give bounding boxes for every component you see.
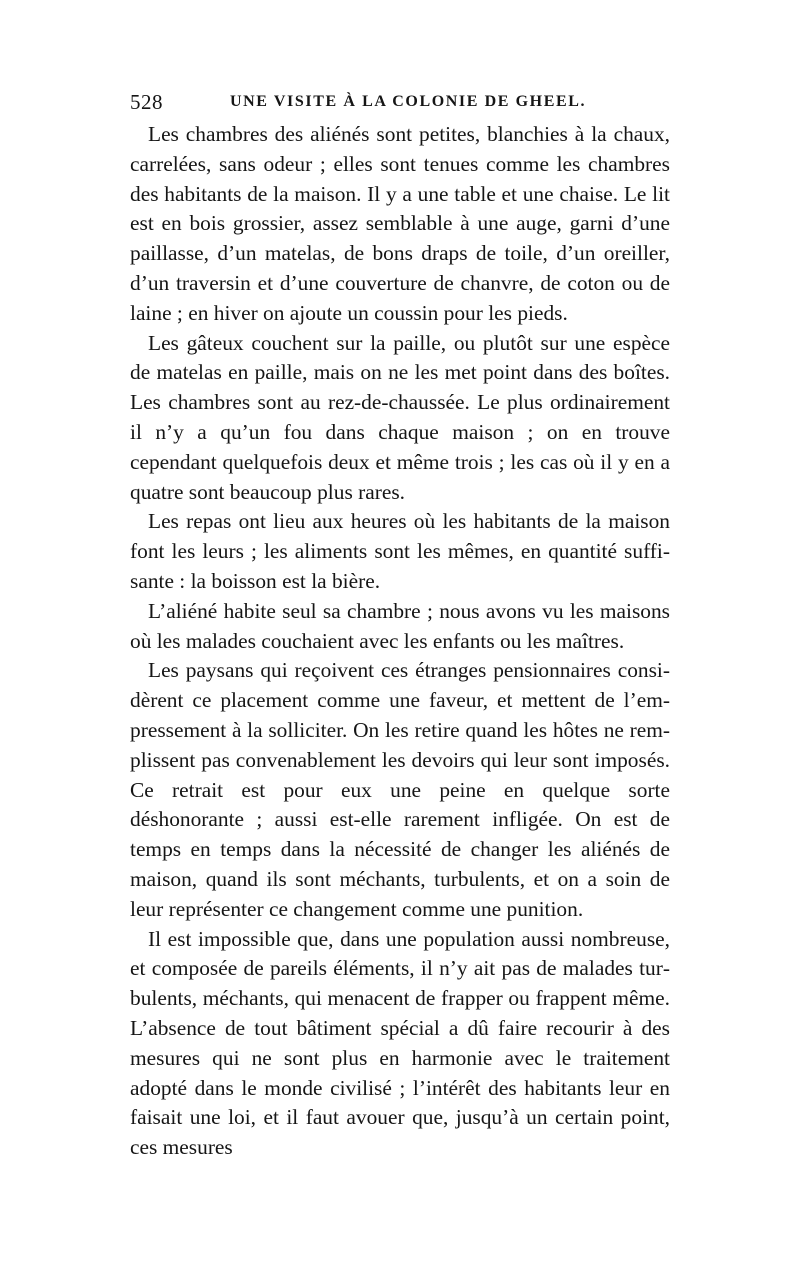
paragraph-peasants: Les paysans qui reçoivent ces étranges pensionnaires considèrent ce placement comme une faveur, et mettent de l’empressement à la solliciter. On les retire quand les hôtes ne remplissent pas convenablement les devoirs qui leur sont imposés. Ce retrait est pour eux une peine en quelque sorte déshonorante ; aussi est-elle rarement infligée. On est de temps en temps dans la nécessité de changer les aliénés de maison, quand ils sont méchants, turbulents, et on a soin de leur représenter ce changement comme une punition. — [130, 658, 670, 921]
paragraph-lodging: L’aliéné habite seul sa chambre ; nous avons vu les maisons où les malades couchaient avec les enfants ou les maîtres. — [130, 598, 670, 653]
paragraph-meals: Les repas ont lieu aux heures où les habitants de la maison font les leurs ; les aliments sont les mêmes, en quantité suffisante : la boisson est la bière. — [130, 509, 670, 593]
body-text — [130, 120, 670, 1163]
paragraph-turbulent-patients: Il est impossible que, dans une population aussi nombreuse, et composée de pareils éléments, il n’y ait pas de malades turbulents, méchants, qui menacent de frapper ou frappent même. L’absence de tout bâtiment spécial a dû faire recourir à des mesures qui ne sont plus en harmonie avec le traitement adopté dans le monde civilisé ; l’intérêt des habitants leur en faisait une loi, et il faut avouer que, jusqu’à un certain point, ces mesures — [130, 926, 670, 1160]
page-header — [130, 90, 670, 120]
running-title: UNE VISITE À LA COLONIE DE GHEEL. — [230, 93, 587, 110]
paragraph-bedding: Les gâteux couchent sur la paille, ou plutôt sur une espèce de matelas en paille, mais on ne les met point dans des boîtes. Les chambres sont au rez-de-chaussée. Le plus ordinairement il n’y a qu’un fou dans chaque maison ; on en trouve cependant quelquefois deux et même trois ; les cas où il y en a quatre sont beaucoup plus rares. — [130, 330, 670, 504]
book-page — [130, 90, 670, 1163]
page-number: 528 — [130, 90, 163, 114]
paragraph-rooms: Les chambres des aliénés sont petites, blanchies à la chaux, carrelées, sans odeur ; elles sont tenues comme les chambres des habitants de la maison. Il y a une table et une chaise. Le lit est en bois grossier, assez semblable à une auge, garni d’une paillasse, d’un matelas, de bons draps de toile, d’un oreiller, d’un traversin et d’une couverture de chanvre, de coton ou de laine ; en hiver on ajoute un coussin pour les pieds. — [130, 122, 670, 325]
